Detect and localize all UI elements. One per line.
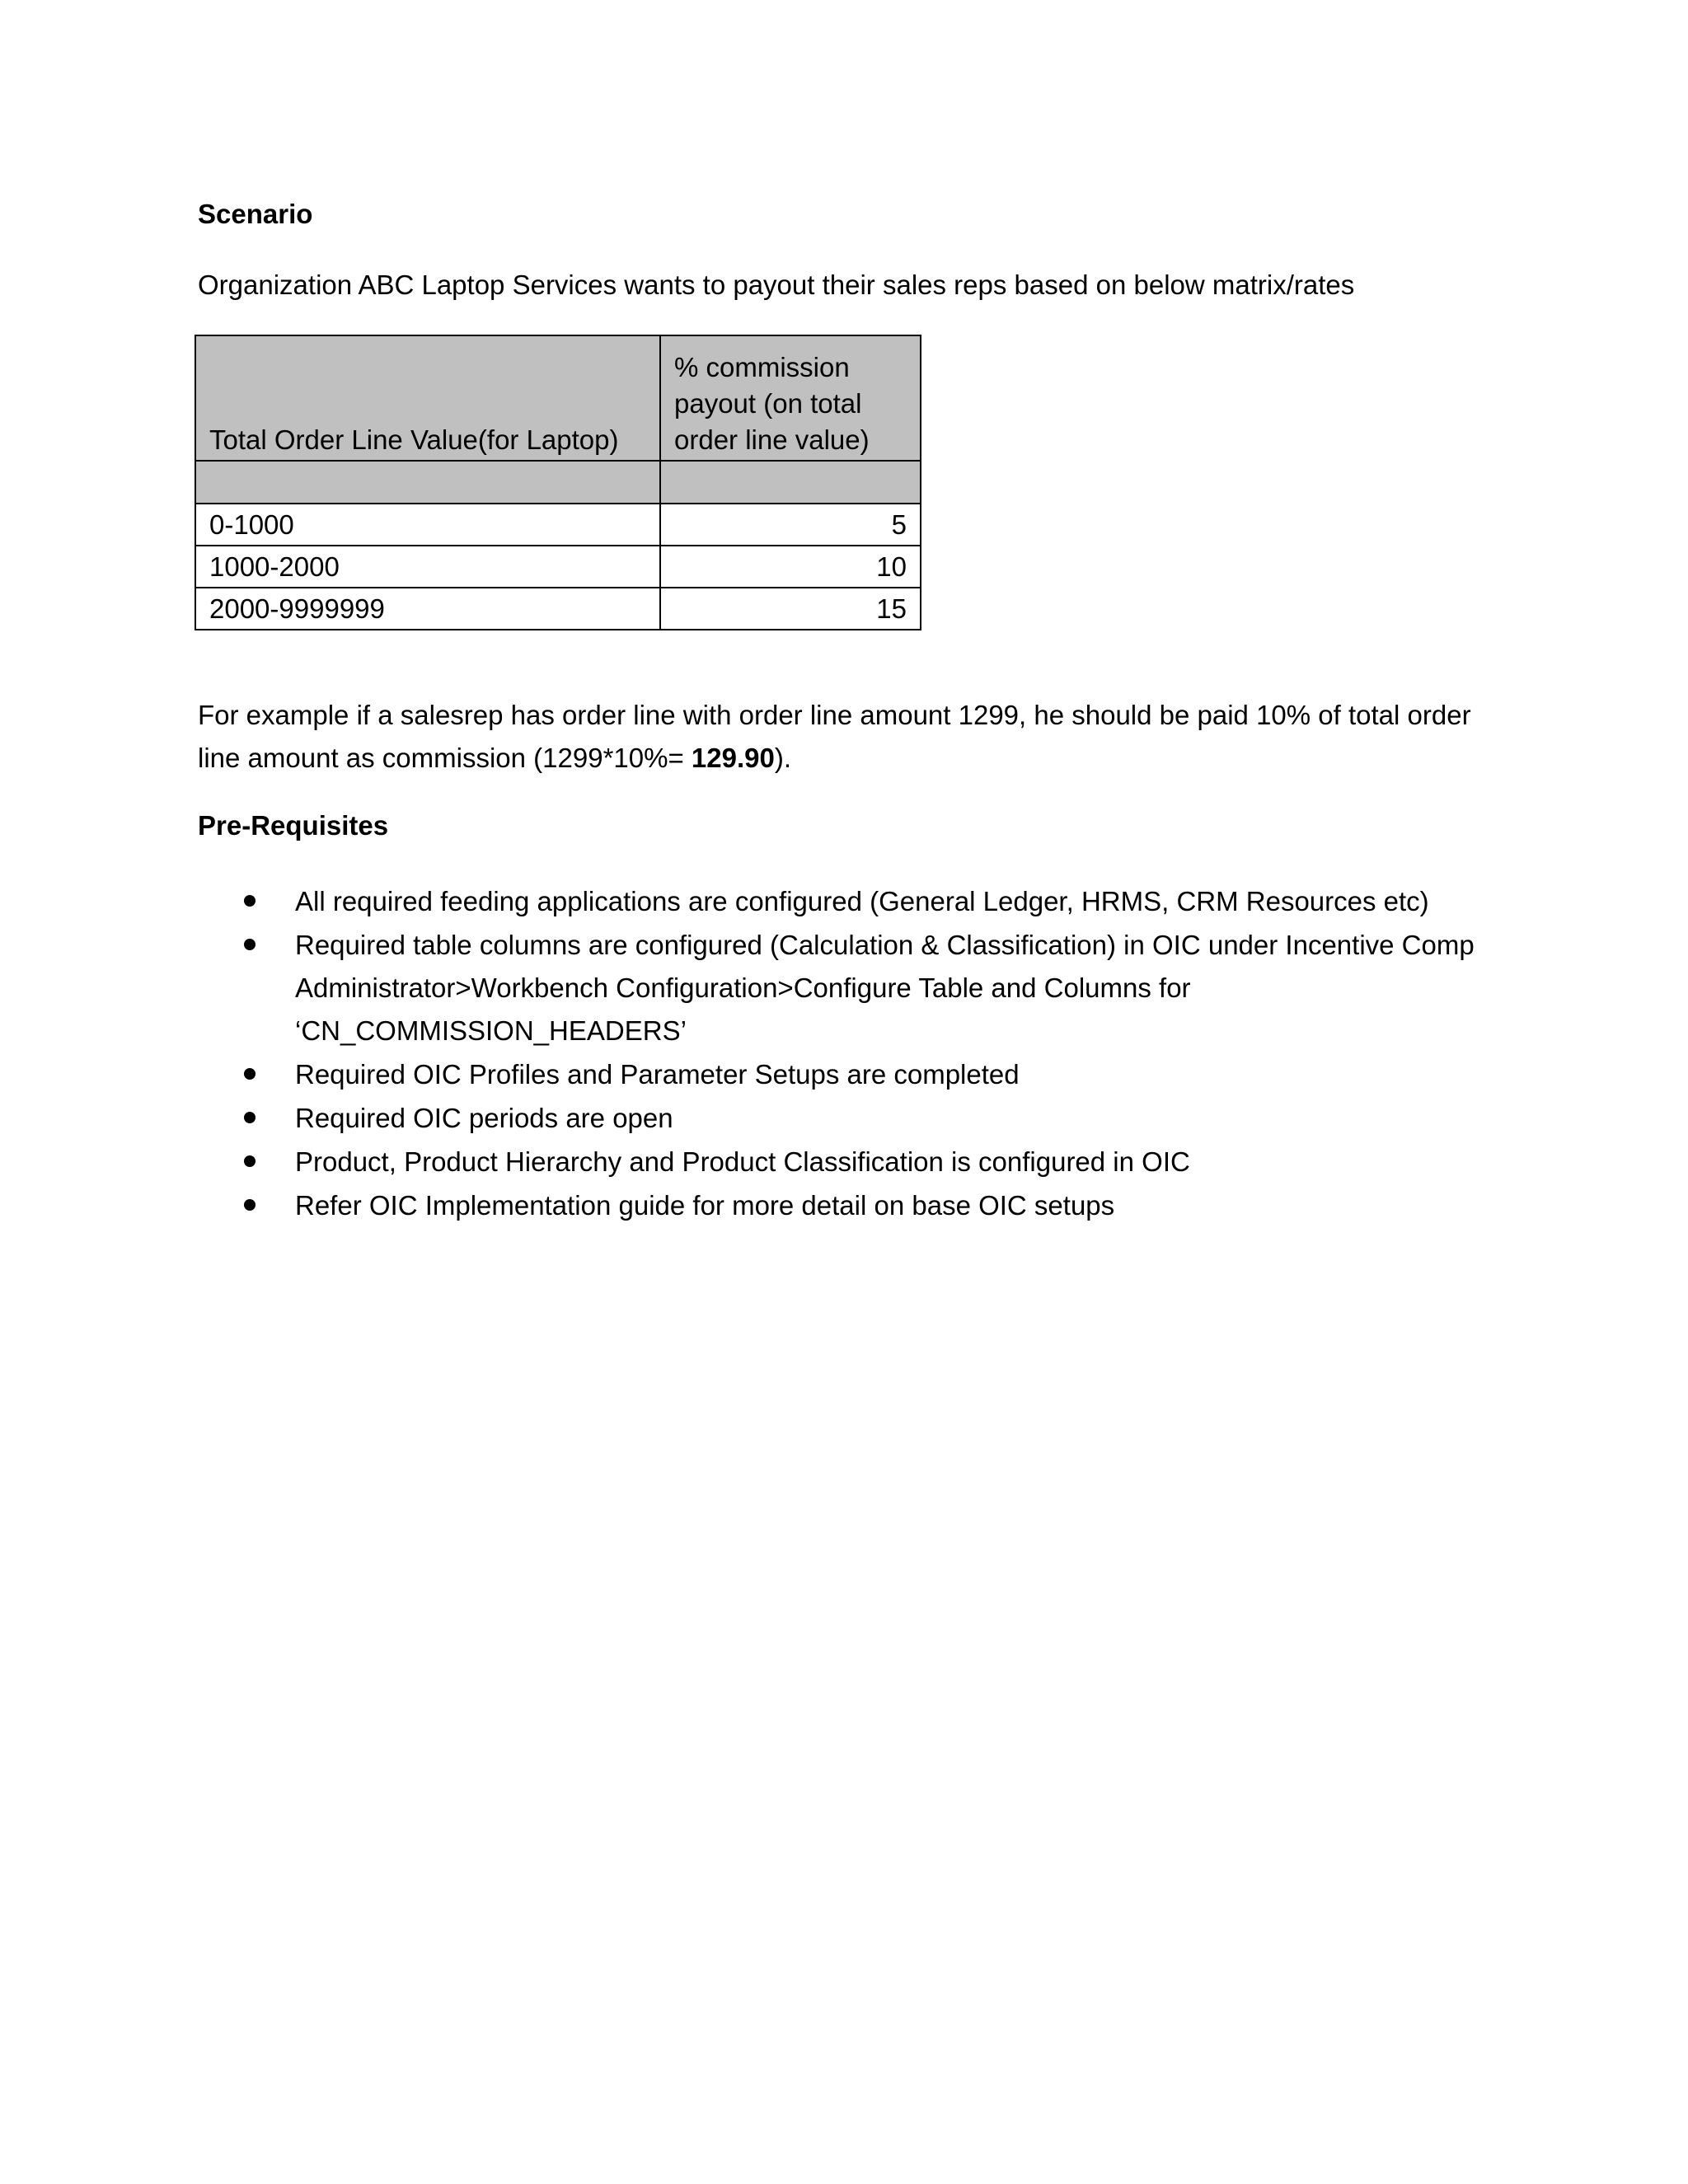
list-item [198, 880, 1484, 923]
example-text-after: ). [774, 743, 792, 773]
table-row [195, 588, 921, 630]
prerequisites-heading: Pre-Requisites [198, 810, 389, 841]
scenario-intro: Organization ABC Laptop Services wants to payout their sales reps based on below matrix/rates [198, 269, 1355, 300]
prerequisites-list [198, 880, 1484, 1228]
list-item [198, 924, 1484, 1052]
example-bold-value: 129.90 [691, 743, 775, 773]
table-header-row [195, 335, 921, 461]
table-cell-empty [660, 461, 921, 504]
range-cell: 1000-2000 [195, 546, 660, 588]
bullet-icon [244, 1199, 256, 1211]
scenario-heading: Scenario [198, 199, 313, 229]
bullet-icon [244, 1155, 256, 1167]
percent-cell: 15 [660, 588, 921, 630]
header-order-line-value: Total Order Line Value(for Laptop) [195, 335, 660, 461]
list-item [198, 1184, 1484, 1227]
list-item [198, 1141, 1484, 1183]
percent-cell: 5 [660, 504, 921, 546]
table-row [195, 504, 921, 546]
header-commission-payout: % commission payout (on total order line value) [660, 335, 921, 461]
list-item [198, 1053, 1484, 1096]
list-item-text: Required OIC periods are open [295, 1103, 673, 1133]
bullet-icon [244, 1112, 256, 1123]
bullet-icon [244, 1068, 256, 1080]
table-row [195, 546, 921, 588]
list-item-text: Required OIC Profiles and Parameter Setups are completed [295, 1059, 1020, 1090]
list-item-text: All required feeding applications are configured (General Ledger, HRMS, CRM Resources etc) [295, 886, 1429, 916]
bullet-icon [244, 939, 256, 950]
list-item-text: Required table columns are configured (Calculation & Classification) in OIC under Incentive Comp Administrator>Workbench Configuration>Configure Table and Columns for ‘CN_COMMISSION_HEADERS’ [295, 930, 1475, 1046]
list-item-text: Product, Product Hierarchy and Product Classification is configured in OIC [295, 1146, 1190, 1177]
commission-matrix-table [195, 335, 921, 630]
list-item [198, 1097, 1484, 1140]
list-item-text: Refer OIC Implementation guide for more detail on base OIC setups [295, 1190, 1115, 1221]
table-cell-empty [195, 461, 660, 504]
table-blank-row [195, 461, 921, 504]
range-cell: 0-1000 [195, 504, 660, 546]
example-paragraph [198, 694, 1484, 780]
range-cell: 2000-9999999 [195, 588, 660, 630]
percent-cell: 10 [660, 546, 921, 588]
bullet-icon [244, 895, 256, 907]
example-text-before: For example if a salesrep has order line with order line amount 1299, he should be paid 10% of total order line amount as commission (1299*10%= [198, 700, 1471, 773]
